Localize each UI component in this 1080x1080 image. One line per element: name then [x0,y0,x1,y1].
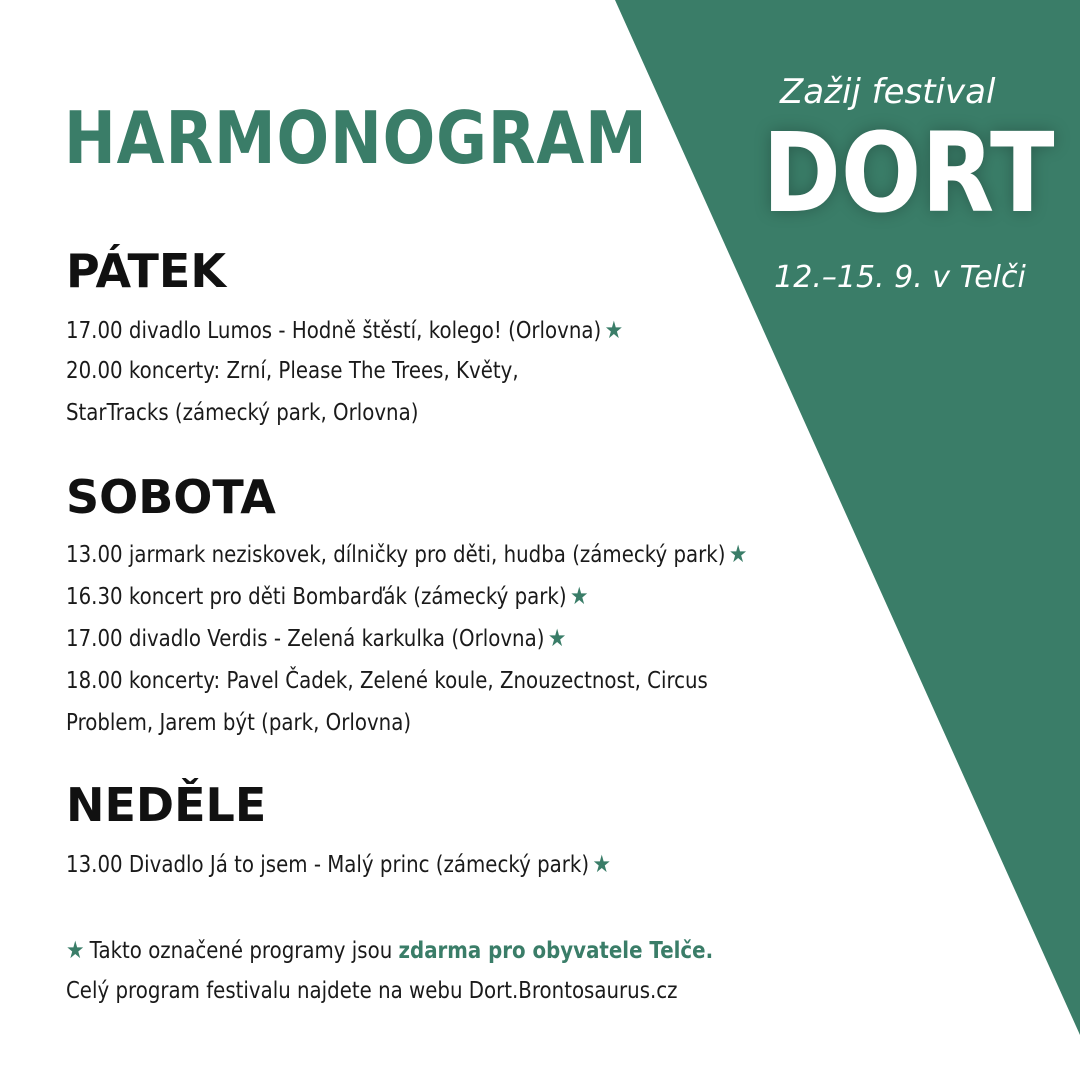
schedule-item: 13.00 Divadlo Já to jsem - Malý princ (zámecký park) ★ [66,850,612,878]
schedule-item: 20.00 koncerty: Zrní, Please The Trees, Květy, [66,358,519,384]
star-icon: ★ [547,624,567,652]
schedule-item: 17.00 divadlo Lumos - Hodně štěstí, kolego! (Orlovna) ★ [66,316,624,344]
star-icon: ★ [592,850,612,878]
star-icon: ★ [66,936,85,964]
website-note: Celý program festivalu najdete na webu Dort.Brontosaurus.cz [66,978,678,1004]
legend-note [66,936,713,964]
schedule-item: Problem, Jarem být (park, Orlovna) [66,710,412,736]
page-title: HARMONOGRAM [64,96,648,180]
legend-text: Takto označené programy jsou [89,938,393,964]
star-icon: ★ [569,582,589,610]
festival-tagline: Zažij festival [780,72,996,112]
star-icon: ★ [604,316,624,344]
legend-emphasis: zdarma pro obyvatele Telče. [398,938,714,964]
schedule-item: 17.00 divadlo Verdis - Zelená karkulka (Orlovna) ★ [66,624,567,652]
day-heading-sunday: NEDĚLE [66,778,267,832]
schedule-item: 16.30 koncert pro děti Bombarďák (zámecký park) ★ [66,582,589,610]
schedule-item: 18.00 koncerty: Pavel Čadek, Zelené koule, Znouzectnost, Circus [66,668,708,694]
schedule-item: StarTracks (zámecký park, Orlovna) [66,400,419,426]
festival-name: DORT [762,109,1055,237]
star-icon: ★ [728,540,748,568]
day-heading-friday: PÁTEK [66,244,226,298]
day-heading-saturday: SOBOTA [66,470,276,524]
festival-date: 12.–15. 9. v Telči [774,260,1026,295]
schedule-item: 13.00 jarmark neziskovek, dílničky pro děti, hudba (zámecký park) ★ [66,540,748,568]
